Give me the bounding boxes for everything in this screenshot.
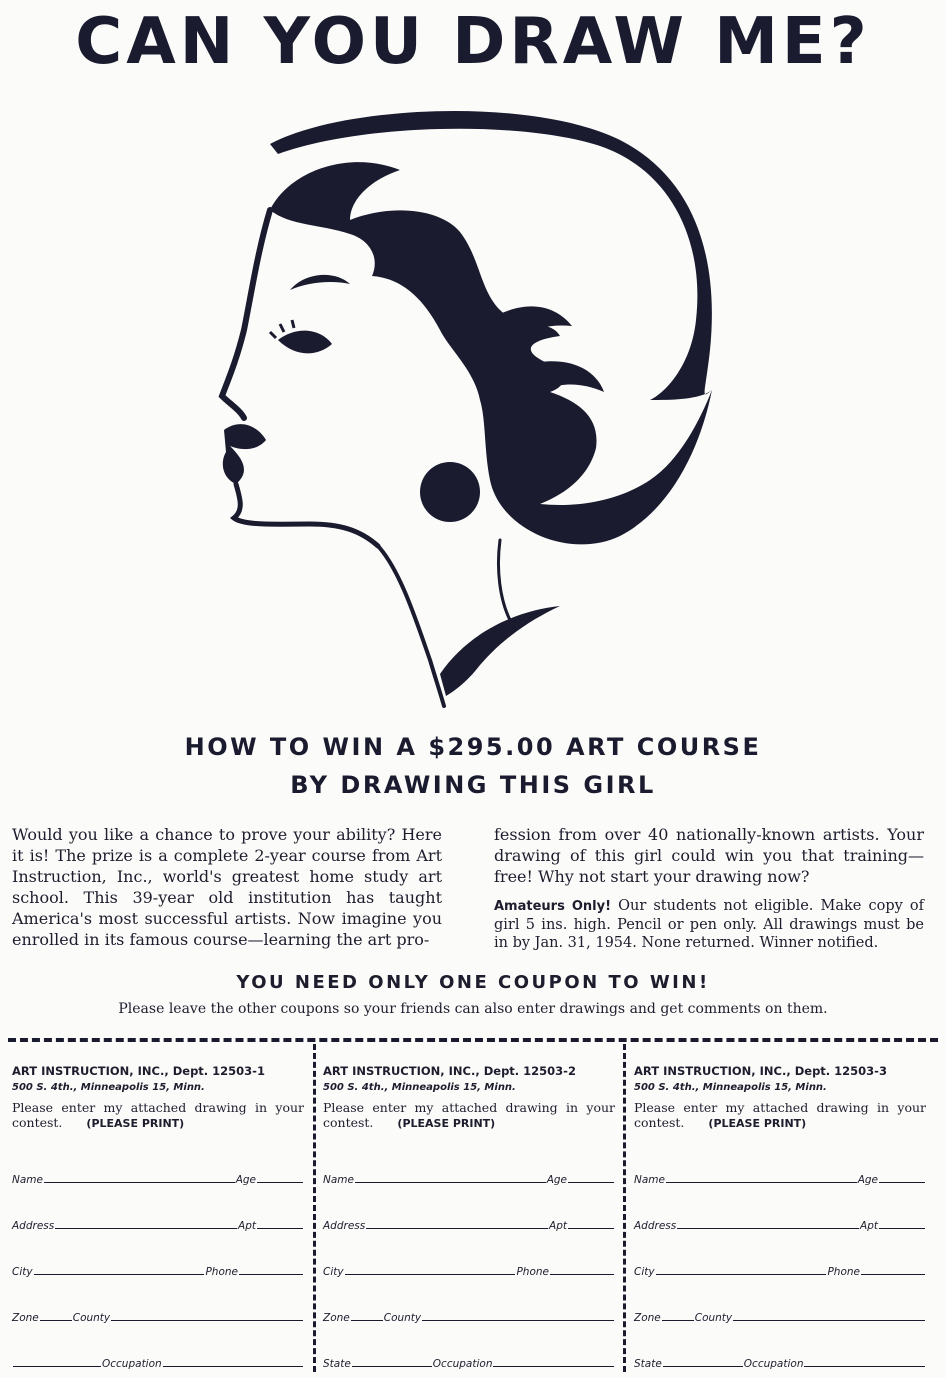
occupation-field[interactable] xyxy=(804,1362,925,1367)
apt-label: Apt xyxy=(238,1220,256,1232)
phone-label: Phone xyxy=(516,1266,549,1278)
name-label: Name xyxy=(12,1174,43,1186)
coupon-please-print: (PLEASE PRINT) xyxy=(86,1117,185,1130)
city-phone-row xyxy=(634,1262,926,1278)
state-field[interactable] xyxy=(663,1362,743,1367)
coupon-divider-2 xyxy=(623,1044,626,1372)
coupon-address: 500 S. 4th., Minneapolis 15, Minn. xyxy=(12,1082,205,1093)
name-label: Name xyxy=(634,1174,665,1186)
age-label: Age xyxy=(546,1174,567,1186)
city-label: City xyxy=(12,1266,33,1278)
occupation-label: Occupation xyxy=(432,1358,493,1370)
state-field[interactable] xyxy=(352,1362,432,1367)
county-field[interactable] xyxy=(111,1316,303,1321)
name-field[interactable] xyxy=(44,1178,235,1183)
coupon-address: 500 S. 4th., Minneapolis 15, Minn. xyxy=(323,1082,516,1093)
rules-text: Our students not eligible. Make copy of girl 5 ins. high. Pencil or pen only. All drawings must be in by Jan. 31, 1954. None returned. Winner notified. xyxy=(494,898,924,951)
subheadline-line-1: HOW TO WIN A $295.00 ART COURSE xyxy=(184,733,762,761)
address-apt-row xyxy=(634,1216,926,1232)
body-text-right: fession from over 40 nationally-known artists. Your drawing of this girl could win you that training—free! Why not start your drawing now? xyxy=(494,825,924,886)
zone-county-row xyxy=(634,1308,926,1324)
coupon-enter-text: Please enter my attached drawing in your contest. xyxy=(323,1100,615,1130)
body-column-left xyxy=(12,824,442,950)
city-phone-row xyxy=(323,1262,615,1278)
phone-field[interactable] xyxy=(550,1270,614,1275)
city-field[interactable] xyxy=(656,1270,827,1275)
coupon-instructions xyxy=(12,1100,304,1131)
phone-field[interactable] xyxy=(239,1270,303,1275)
occupation-field[interactable] xyxy=(163,1362,303,1367)
name-age-row xyxy=(634,1170,926,1186)
phone-label: Phone xyxy=(205,1266,238,1278)
body-column-right xyxy=(494,824,924,952)
county-field[interactable] xyxy=(733,1316,925,1321)
phone-label: Phone xyxy=(827,1266,860,1278)
zone-county-row xyxy=(323,1308,615,1324)
city-label: City xyxy=(634,1266,655,1278)
coupon-2 xyxy=(323,1062,615,1372)
girl-profile-illustration xyxy=(200,100,760,710)
age-label: Age xyxy=(857,1174,878,1186)
coupon-dept: ART INSTRUCTION, INC., Dept. 12503-1 xyxy=(12,1064,265,1078)
state-occupation-row xyxy=(323,1354,615,1370)
coupon-please-print: (PLEASE PRINT) xyxy=(708,1117,807,1130)
state-label: State xyxy=(323,1358,351,1370)
apt-field[interactable] xyxy=(568,1224,614,1229)
name-label: Name xyxy=(323,1174,354,1186)
address-field[interactable] xyxy=(677,1224,859,1229)
age-field[interactable] xyxy=(568,1178,614,1183)
apt-field[interactable] xyxy=(879,1224,925,1229)
age-field[interactable] xyxy=(879,1178,925,1183)
coupon-cut-line xyxy=(8,1038,938,1042)
name-field[interactable] xyxy=(355,1178,546,1183)
occupation-label: Occupation xyxy=(102,1358,162,1370)
state-occupation-row xyxy=(634,1354,926,1370)
zone-label: Zone xyxy=(12,1312,39,1324)
coupon-section-note: Please leave the other coupons so your friends can also enter drawings and get comments on them. xyxy=(118,1001,828,1017)
coupon-3 xyxy=(634,1062,926,1372)
subheadline-line-2: BY DRAWING THIS GIRL xyxy=(290,771,656,799)
coupon-dept: ART INSTRUCTION, INC., Dept. 12503-2 xyxy=(323,1064,576,1078)
coupon-instructions xyxy=(634,1100,926,1131)
zone-label: Zone xyxy=(634,1312,661,1324)
coupon-enter-text: Please enter my attached drawing in your contest. xyxy=(634,1100,926,1130)
county-label: County xyxy=(72,1312,111,1324)
zone-field[interactable] xyxy=(40,1316,72,1321)
county-label: County xyxy=(694,1312,733,1324)
zone-field[interactable] xyxy=(351,1316,383,1321)
occupation-label: Occupation xyxy=(743,1358,804,1370)
county-field[interactable] xyxy=(422,1316,614,1321)
headline: CAN YOU DRAW ME? xyxy=(75,5,871,79)
age-field[interactable] xyxy=(257,1178,303,1183)
coupon-instructions xyxy=(323,1100,615,1131)
city-field[interactable] xyxy=(34,1270,205,1275)
zone-label: Zone xyxy=(323,1312,350,1324)
address-field[interactable] xyxy=(55,1224,237,1229)
apt-label: Apt xyxy=(860,1220,878,1232)
occupation-field[interactable] xyxy=(493,1362,614,1367)
address-field[interactable] xyxy=(366,1224,548,1229)
subheadline xyxy=(0,728,946,804)
name-field[interactable] xyxy=(666,1178,857,1183)
coupon-divider-1 xyxy=(313,1044,316,1372)
age-label: Age xyxy=(235,1174,256,1186)
coupon-enter-text: Please enter my attached drawing in your contest. xyxy=(12,1100,304,1130)
address-label: Address xyxy=(323,1220,366,1232)
apt-field[interactable] xyxy=(257,1224,303,1229)
zone-county-row xyxy=(12,1308,304,1324)
city-field[interactable] xyxy=(345,1270,516,1275)
phone-field[interactable] xyxy=(861,1270,925,1275)
address-label: Address xyxy=(12,1220,55,1232)
contest-rules xyxy=(494,897,924,952)
name-age-row xyxy=(12,1170,304,1186)
coupon-please-print: (PLEASE PRINT) xyxy=(397,1117,496,1130)
address-apt-row xyxy=(323,1216,615,1232)
address-apt-row xyxy=(12,1216,304,1232)
rules-lead: Amateurs Only! xyxy=(494,899,611,914)
coupon-dept: ART INSTRUCTION, INC., Dept. 12503-3 xyxy=(634,1064,887,1078)
state-label: State xyxy=(634,1358,662,1370)
city-phone-row xyxy=(12,1262,304,1278)
zone-field[interactable] xyxy=(662,1316,694,1321)
city-label: City xyxy=(323,1266,344,1278)
address-label: Address xyxy=(634,1220,677,1232)
apt-label: Apt xyxy=(549,1220,567,1232)
state-field[interactable] xyxy=(13,1362,101,1367)
coupon-1 xyxy=(12,1062,304,1372)
body-text-left: Would you like a chance to prove your ability? Here it is! The prize is a complete 2-year course from Art Instruction, Inc., world's greatest home study art school. This 39-year old institution has taught America's most successful artists. Now imagine you enrolled in its famous course—learning the art pro- xyxy=(12,825,442,949)
county-label: County xyxy=(383,1312,422,1324)
state-occupation-row xyxy=(12,1354,304,1370)
coupon-section-title: YOU NEED ONLY ONE COUPON TO WIN! xyxy=(236,972,710,993)
coupon-address: 500 S. 4th., Minneapolis 15, Minn. xyxy=(634,1082,827,1093)
name-age-row xyxy=(323,1170,615,1186)
